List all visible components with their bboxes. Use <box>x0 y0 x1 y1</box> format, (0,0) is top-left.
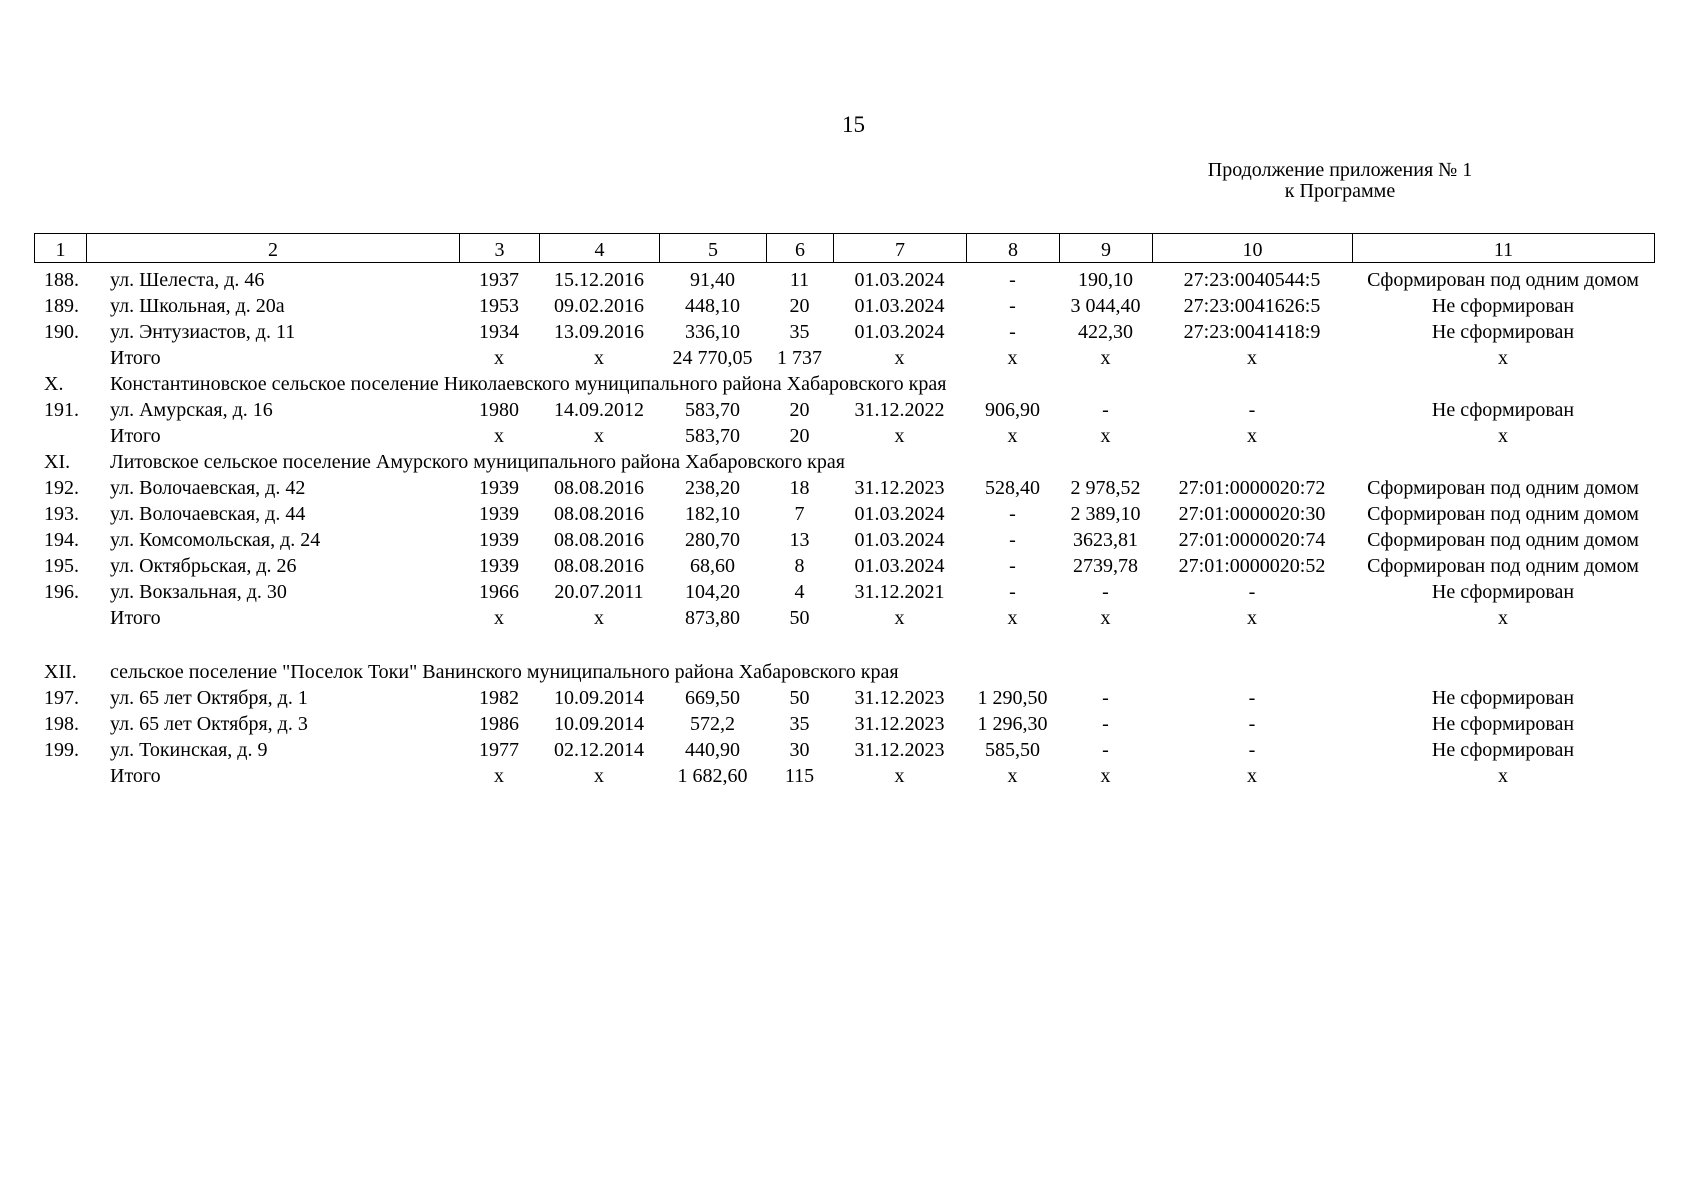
table-cell-col-9: - <box>1102 581 1109 603</box>
table-cell-col-1 <box>34 764 86 790</box>
table-cell-col-8: 906,90 <box>985 399 1040 421</box>
column-header-3: 3 <box>460 234 540 263</box>
section-title: Литовское сельское поселение Амурского муниципального района Хабаровского края <box>110 451 845 473</box>
table-cell-col-6: 30 <box>789 739 810 761</box>
table-cell-col-3: 1982 <box>479 687 519 709</box>
table-row <box>34 294 1654 320</box>
table-row <box>34 686 1654 712</box>
table-row <box>34 476 1654 502</box>
table-cell-col-10: x <box>1247 607 1257 629</box>
subtotal-row <box>34 346 1654 372</box>
table-cell-col-4: x <box>594 765 604 787</box>
table-cell-col-4: 08.08.2016 <box>554 555 644 577</box>
table-cell-col-10: 27:23:0040544:5 <box>1183 269 1321 291</box>
section-title: Константиновское сельское поселение Николаевского муниципального района Хабаровского края <box>110 373 947 395</box>
table-cell-col-4: x <box>594 347 604 369</box>
table-cell-col-7: 31.12.2023 <box>854 739 945 761</box>
table-cell-col-11: Не сформирован <box>1431 399 1575 421</box>
table-cell-col-3: 1953 <box>479 295 519 317</box>
column-header-2: 2 <box>87 234 460 263</box>
table-cell-col-3: x <box>494 765 504 787</box>
table-cell-col-1: 196. <box>44 581 79 603</box>
table-cell-col-7: 31.12.2023 <box>854 477 945 499</box>
table-cell-col-10: 27:01:0000020:30 <box>1178 503 1326 525</box>
table-cell-col-2: ул. Волочаевская, д. 44 <box>110 503 306 525</box>
table-cell-col-3: 1980 <box>479 399 519 421</box>
table-cell-col-11: Не сформирован <box>1431 295 1575 317</box>
table-cell-col-4: 08.08.2016 <box>554 529 644 551</box>
table-cell-col-10: - <box>1248 713 1256 735</box>
table-row <box>34 738 1654 764</box>
table-cell-col-3: 1939 <box>479 555 519 577</box>
table-cell-col-11: Не сформирован <box>1431 581 1575 603</box>
table-row <box>34 398 1654 424</box>
table-cell-col-5: 280,70 <box>685 529 740 551</box>
table-cell-col-8: 1 296,30 <box>977 713 1048 735</box>
table-cell-col-10: - <box>1248 687 1256 709</box>
table-cell-col-3: x <box>494 607 504 629</box>
table-cell-col-6: 20 <box>789 295 810 317</box>
table-cell-col-2: ул. Вокзальная, д. 30 <box>110 581 287 603</box>
table-cell-col-5: 91,40 <box>690 269 735 291</box>
appendix-caption <box>1180 160 1500 202</box>
table-cell-col-10: 27:23:0041626:5 <box>1183 295 1321 317</box>
table-cell-col-7: 31.12.2023 <box>854 713 945 735</box>
table-cell-col-5: 448,10 <box>685 295 740 317</box>
table-cell-col-11: x <box>1498 765 1508 787</box>
table-cell-col-3: x <box>494 425 504 447</box>
table-cell-col-3: 1937 <box>479 269 519 291</box>
table-cell-col-8: - <box>1009 581 1016 603</box>
table-cell-col-10: x <box>1247 347 1257 369</box>
table-row <box>34 528 1654 554</box>
table-cell-col-9: 2 389,10 <box>1070 503 1141 525</box>
table-cell-col-4: 13.09.2016 <box>554 321 644 343</box>
column-header-7: 7 <box>834 234 967 263</box>
table-cell-col-7: 01.03.2024 <box>854 295 945 317</box>
table-cell-col-3: 1934 <box>479 321 519 343</box>
table-cell-col-7: x <box>894 607 905 629</box>
table-cell-col-7: x <box>894 347 905 369</box>
table-cell-col-8: 528,40 <box>985 477 1040 499</box>
table-cell-col-5: 440,90 <box>685 739 740 761</box>
table-cell-col-3: 1939 <box>479 529 519 551</box>
table-cell-col-5: 1 682,60 <box>677 765 748 787</box>
table-cell-col-11: Сформирован под одним домом <box>1367 503 1639 525</box>
table-cell-col-6: 35 <box>789 321 810 343</box>
table-cell-col-4: 10.09.2014 <box>554 687 644 709</box>
table-cell-col-2: ул. Амурская, д. 16 <box>110 399 273 421</box>
table-cell-col-3: 1986 <box>479 713 519 735</box>
table-cell-col-5: 24 770,05 <box>672 347 753 369</box>
column-header-1: 1 <box>35 234 87 263</box>
table-cell-col-7: 01.03.2024 <box>854 529 945 551</box>
table-cell-col-5: 336,10 <box>685 321 740 343</box>
table-cell-col-9: x <box>1100 607 1111 629</box>
table-cell-col-7: x <box>894 425 905 447</box>
column-header-4: 4 <box>540 234 660 263</box>
subtotal-row <box>34 606 1654 632</box>
table-cell-col-8: x <box>1007 425 1018 447</box>
table-cell-col-10: x <box>1247 765 1257 787</box>
table-cell-col-3: 1939 <box>479 503 519 525</box>
table-cell-col-4: x <box>594 607 604 629</box>
section-row <box>34 660 1654 686</box>
table-cell-col-1: 193. <box>44 503 79 525</box>
table-cell-col-9: - <box>1102 687 1109 709</box>
column-header-9: 9 <box>1060 234 1153 263</box>
table-cell-col-3: 1966 <box>479 581 519 603</box>
table-cell-col-5: 104,20 <box>685 581 740 603</box>
table-cell-col-2: ул. Волочаевская, д. 42 <box>110 477 306 499</box>
table-cell-col-6: 8 <box>794 555 805 577</box>
section-title: сельское поселение "Поселок Токи" Ванинского муниципального района Хабаровского края <box>110 661 899 683</box>
table-row <box>34 580 1654 606</box>
table-cell-col-6: 50 <box>789 687 810 709</box>
table-cell-col-11: Не сформирован <box>1431 321 1575 343</box>
table-cell-col-1: 191. <box>44 399 79 421</box>
table-cell-col-2: ул. Октябрьская, д. 26 <box>110 555 297 577</box>
table-cell-col-8: - <box>1009 503 1016 525</box>
table-cell-col-2: Итого <box>110 765 161 787</box>
page-number: 15 <box>842 112 865 137</box>
table-cell-col-4: 09.02.2016 <box>554 295 644 317</box>
table-cell-col-9: x <box>1100 425 1111 447</box>
table-cell-col-11: x <box>1498 425 1508 447</box>
table-cell-col-2: Итого <box>110 347 161 369</box>
table-cell-col-1 <box>34 606 86 632</box>
table-row <box>34 320 1654 346</box>
table-row <box>34 502 1654 528</box>
table-cell-col-11: Не сформирован <box>1431 687 1575 709</box>
section-row <box>34 450 1654 476</box>
table-cell-col-10: - <box>1248 399 1256 421</box>
table-cell-col-6: 20 <box>789 425 810 447</box>
table-cell-col-8: - <box>1009 321 1016 343</box>
table-cell-col-8: x <box>1007 765 1018 787</box>
section-number: XI. <box>44 451 71 473</box>
table-cell-col-5: 238,20 <box>685 477 740 499</box>
subtotal-row <box>34 424 1654 450</box>
column-header-10: 10 <box>1153 234 1353 263</box>
section-number: XII. <box>44 661 77 683</box>
table-cell-col-6: 18 <box>789 477 810 499</box>
table-cell-col-9: - <box>1102 713 1109 735</box>
table-cell-col-7: 01.03.2024 <box>854 503 945 525</box>
column-header-11: 11 <box>1353 234 1655 263</box>
table-cell-col-4: 08.08.2016 <box>554 477 644 499</box>
table-cell-col-2: ул. 65 лет Октября, д. 1 <box>110 687 308 709</box>
table-cell-col-11: Сформирован под одним домом <box>1367 555 1639 577</box>
table-cell-col-8: x <box>1007 347 1018 369</box>
table-cell-col-6: 20 <box>789 399 810 421</box>
table-cell-col-8: - <box>1009 269 1016 291</box>
table-cell-col-3: 1977 <box>479 739 519 761</box>
table-cell-col-9: x <box>1100 765 1111 787</box>
table-cell-col-10: 27:01:0000020:74 <box>1178 529 1326 551</box>
table-cell-col-5: 572,2 <box>690 713 735 735</box>
table-cell-col-10: - <box>1248 581 1256 603</box>
table-row <box>34 554 1654 580</box>
table-cell-col-7: x <box>894 765 905 787</box>
table-cell-col-2: ул. Токинская, д. 9 <box>110 739 268 761</box>
table-cell-col-1: 188. <box>44 269 79 291</box>
subtotal-row <box>34 764 1654 790</box>
table-cell-col-5: 873,80 <box>685 607 740 629</box>
column-header-5: 5 <box>660 234 767 263</box>
table-cell-col-6: 35 <box>789 713 810 735</box>
table-cell-col-1: 197. <box>44 687 79 709</box>
table-cell-col-7: 31.12.2022 <box>854 399 945 421</box>
table-cell-col-1 <box>34 346 86 372</box>
table-cell-col-11: Сформирован под одним домом <box>1367 529 1639 551</box>
table-cell-col-9: - <box>1102 399 1109 421</box>
table-cell-col-8: 585,50 <box>985 739 1040 761</box>
table-cell-col-5: 182,10 <box>685 503 740 525</box>
table-cell-col-8: - <box>1009 555 1016 577</box>
table-cell-col-9: 3623,81 <box>1073 529 1138 551</box>
table-cell-col-2: ул. Шелеста, д. 46 <box>110 269 265 291</box>
table-cell-col-1: 199. <box>44 739 79 761</box>
table-cell-col-11: Не сформирован <box>1431 739 1575 761</box>
table-cell-col-2: ул. Энтузиастов, д. 11 <box>110 321 296 343</box>
table-cell-col-4: x <box>594 425 604 447</box>
table-cell-col-1 <box>34 424 86 450</box>
table-cell-col-6: 115 <box>784 765 815 787</box>
section-number: X. <box>44 373 64 395</box>
column-number-row <box>35 234 1655 263</box>
table-cell-col-8: x <box>1007 607 1018 629</box>
table-cell-col-8: 1 290,50 <box>977 687 1048 709</box>
table-cell-col-7: 31.12.2023 <box>854 687 945 709</box>
table-cell-col-2: Итого <box>110 425 161 447</box>
appendix-line-1: Продолжение приложения № 1 <box>1207 159 1473 181</box>
table-cell-col-3: 1939 <box>479 477 519 499</box>
table-cell-col-4: 15.12.2016 <box>554 269 644 291</box>
table-cell-col-6: 50 <box>789 607 810 629</box>
column-header-table <box>34 233 1655 263</box>
table-cell-col-10: 27:01:0000020:72 <box>1178 477 1326 499</box>
table-cell-col-4: 10.09.2014 <box>554 713 644 735</box>
table-cell-col-8: - <box>1009 529 1016 551</box>
table-cell-col-9: 422,30 <box>1078 321 1133 343</box>
table-cell-col-7: 01.03.2024 <box>854 321 945 343</box>
table-cell-col-9: 2 978,52 <box>1070 477 1141 499</box>
table-cell-col-10: 27:01:0000020:52 <box>1178 555 1326 577</box>
table-cell-col-11: Сформирован под одним домом <box>1367 269 1639 291</box>
table-cell-col-9: 2739,78 <box>1073 555 1138 577</box>
table-cell-col-9: 3 044,40 <box>1070 295 1141 317</box>
table-cell-col-4: 02.12.2014 <box>554 739 644 761</box>
table-cell-col-11: Не сформирован <box>1431 713 1575 735</box>
table-cell-col-5: 583,70 <box>685 399 740 421</box>
spacer-row <box>34 632 1654 660</box>
table-cell-col-1: 192. <box>44 477 79 499</box>
appendix-line-2: к Программе <box>1284 180 1396 202</box>
table-cell-col-8: - <box>1009 295 1016 317</box>
table-cell-col-6: 13 <box>789 529 810 551</box>
table-cell-col-9: 190,10 <box>1078 269 1133 291</box>
table-cell-col-1: 189. <box>44 295 79 317</box>
table-cell-col-5: 68,60 <box>690 555 735 577</box>
table-cell-col-7: 01.03.2024 <box>854 269 945 291</box>
table-cell-col-2: Итого <box>110 607 161 629</box>
table-cell-col-6: 7 <box>794 503 805 525</box>
table-cell-col-1: 198. <box>44 713 79 735</box>
table-cell-col-6: 4 <box>794 581 805 603</box>
table-cell-col-11: x <box>1498 607 1508 629</box>
table-cell-col-5: 669,50 <box>685 687 740 709</box>
table-cell-col-3: x <box>494 347 504 369</box>
table-cell-col-10: 27:23:0041418:9 <box>1183 321 1321 343</box>
section-row <box>34 372 1654 398</box>
table-cell-col-2: ул. Комсомольская, д. 24 <box>110 529 321 551</box>
table-cell-col-11: Сформирован под одним домом <box>1367 477 1639 499</box>
table-cell-col-6: 1 737 <box>777 347 822 369</box>
column-header-8: 8 <box>967 234 1060 263</box>
table-cell-col-10: x <box>1247 425 1257 447</box>
table-cell-col-1: 190. <box>44 321 79 343</box>
column-header-6: 6 <box>767 234 834 263</box>
table-row <box>34 712 1654 738</box>
table-cell-col-5: 583,70 <box>685 425 740 447</box>
data-table <box>34 268 1654 790</box>
table-cell-col-9: x <box>1100 347 1111 369</box>
table-cell-col-7: 31.12.2021 <box>854 581 945 603</box>
table-cell-col-7: 01.03.2024 <box>854 555 945 577</box>
table-cell-col-4: 14.09.2012 <box>554 399 644 421</box>
table-cell-col-2: ул. 65 лет Октября, д. 3 <box>110 713 308 735</box>
table-row <box>34 268 1654 294</box>
spacer-cell <box>34 632 1654 660</box>
table-cell-col-10: - <box>1248 739 1256 761</box>
table-cell-col-4: 20.07.2011 <box>554 581 644 603</box>
table-cell-col-11: x <box>1498 347 1508 369</box>
table-cell-col-6: 11 <box>789 269 810 291</box>
table-cell-col-9: - <box>1102 739 1109 761</box>
table-cell-col-1: 194. <box>44 529 79 551</box>
table-cell-col-4: 08.08.2016 <box>554 503 644 525</box>
table-cell-col-1: 195. <box>44 555 79 577</box>
table-cell-col-2: ул. Школьная, д. 20а <box>110 295 285 317</box>
